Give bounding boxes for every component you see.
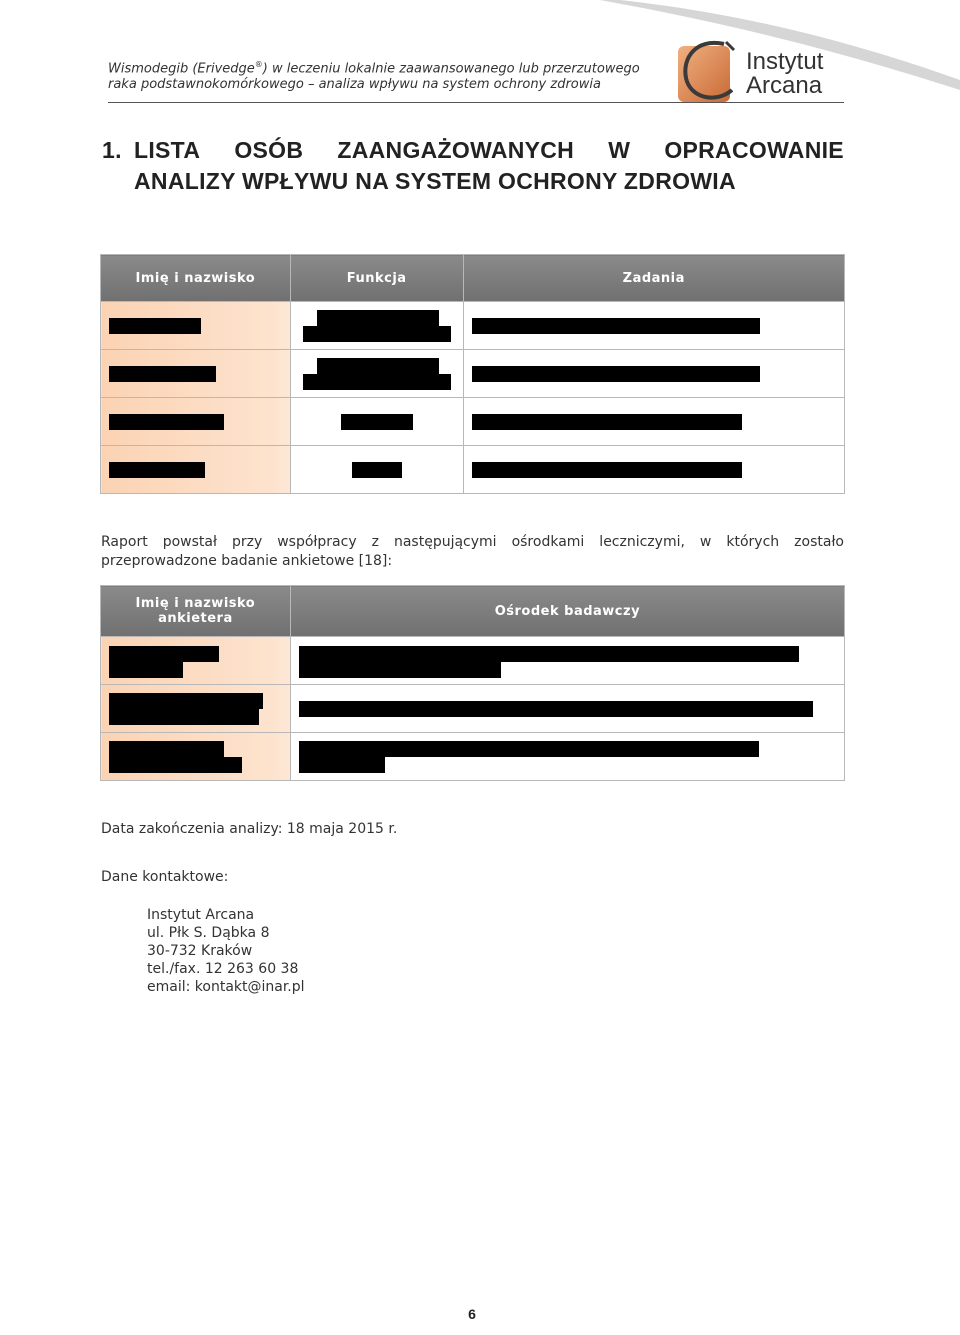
page-number: 6 xyxy=(468,1306,476,1322)
research-centres-table xyxy=(100,585,845,781)
redacted-centre-cell xyxy=(290,733,844,781)
redacted-name-cell xyxy=(101,350,291,398)
contact-city: 30-732 Kraków xyxy=(147,943,253,959)
contact-organisation: Instytut Arcana xyxy=(147,907,255,923)
body-paragraph: Raport powstał przy współpracy z następującymi ośrodkami leczniczymi, w których zostało przeprowadzone badanie ankietowe [18]: xyxy=(101,534,844,569)
contact-block xyxy=(147,906,305,996)
table-row xyxy=(101,733,845,781)
column-header-tasks: Zadania xyxy=(463,255,844,302)
redacted-name-cell xyxy=(101,446,291,494)
redacted-tasks-cell xyxy=(463,398,844,446)
redacted-name-cell xyxy=(101,398,291,446)
table-row xyxy=(101,398,845,446)
redacted-tasks-cell xyxy=(463,350,844,398)
team-table xyxy=(100,254,845,494)
running-header-line1: Wismodegib (Erivedge®) w leczeniu lokalnie zaawansowanego lub przerzutowego xyxy=(108,60,640,77)
table-row xyxy=(101,302,845,350)
section-title-line1: LISTA OSÓB ZAANGAŻOWANYCH W OPRACOWANIE xyxy=(134,137,844,163)
contact-email: email: kontakt@inar.pl xyxy=(147,979,305,995)
logo-wordmark: Instytut Arcana xyxy=(746,48,824,99)
redacted-function-cell xyxy=(290,350,463,398)
redacted-interviewer-cell xyxy=(101,685,291,733)
table-row xyxy=(101,350,845,398)
instytut-arcana-logo-icon xyxy=(676,38,738,106)
redacted-name-cell xyxy=(101,302,291,350)
analysis-completion-date: Data zakończenia analizy: 18 maja 2015 r. xyxy=(101,821,398,837)
table-row xyxy=(101,685,845,733)
redacted-tasks-cell xyxy=(463,302,844,350)
column-header-name: Imię i nazwisko xyxy=(101,255,291,302)
column-header-function: Funkcja xyxy=(290,255,463,302)
redacted-interviewer-cell xyxy=(101,637,291,685)
contact-label: Dane kontaktowe: xyxy=(101,869,229,885)
contact-street: ul. Płk S. Dąbka 8 xyxy=(147,925,270,941)
header-rule xyxy=(108,102,844,103)
column-header-research-centre: Ośrodek badawczy xyxy=(290,586,844,637)
section-title-line2: ANALIZY WPŁYWU NA SYSTEM OCHRONY ZDROWIA xyxy=(134,168,736,194)
contact-phone: tel./fax. 12 263 60 38 xyxy=(147,961,299,977)
redacted-centre-cell xyxy=(290,637,844,685)
section-number: 1. xyxy=(102,137,122,163)
redacted-function-cell xyxy=(290,446,463,494)
redacted-function-cell xyxy=(290,398,463,446)
table-row xyxy=(101,446,845,494)
column-header-interviewer: Imię i nazwisko ankietera xyxy=(101,586,291,637)
redacted-tasks-cell xyxy=(463,446,844,494)
redacted-function-cell xyxy=(290,302,463,350)
redacted-centre-cell xyxy=(290,685,844,733)
running-header-line2: raka podstawnokomórkowego – analiza wpływu na system ochrony zdrowia xyxy=(108,77,601,92)
redacted-interviewer-cell xyxy=(101,733,291,781)
table-row xyxy=(101,637,845,685)
